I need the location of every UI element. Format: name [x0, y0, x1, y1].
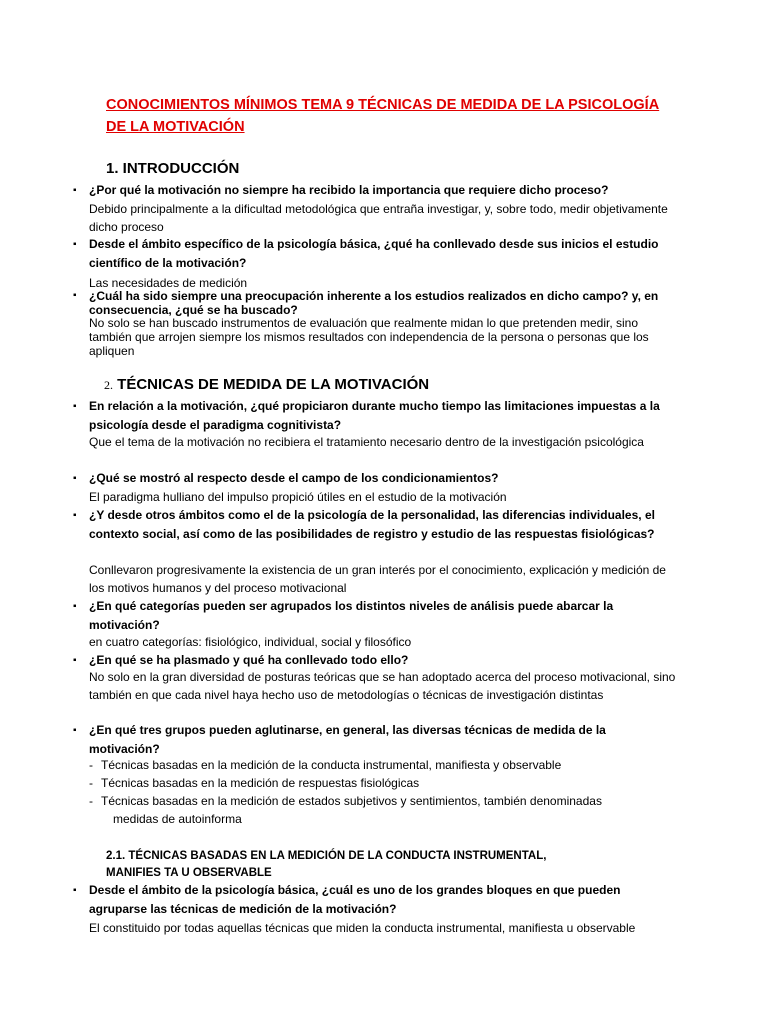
question-2-4: [73, 597, 679, 635]
list-item-1: [89, 756, 679, 774]
question-2-2: [73, 469, 679, 488]
question-text: ¿En qué se ha plasmado y qué ha conllevado todo ello?: [89, 653, 409, 667]
bullet-icon: ▪: [73, 239, 77, 250]
question-text: ¿En qué tres grupos pueden aglutinarse, en general, las diversas técnicas de medida de la motivación?: [89, 723, 606, 756]
bullet-icon: ▪: [73, 655, 77, 666]
bullet-icon: ▪: [73, 885, 77, 896]
dash-icon: -: [89, 758, 93, 772]
question-text: Desde el ámbito específico de la psicología básica, ¿qué ha conllevado desde sus inicios el estudio científico de la motivación?: [89, 237, 659, 270]
question-text: En relación a la motivación, ¿qué propiciaron durante mucho tiempo las limitaciones impuestas a la psicología desde el paradigma cognitivista?: [89, 399, 660, 432]
question-text: ¿Cuál ha sido siempre una preocupación inherente a los estudios realizados en dicho campo? y, en consecuencia, ¿qué se ha buscado?: [89, 289, 659, 317]
answer-2-4: en cuatro categorías: fisiológico, individual, social y filosófico: [89, 635, 412, 649]
bullet-icon: ▪: [73, 473, 77, 484]
subsection-heading: [106, 848, 626, 882]
list-item-3: [89, 792, 679, 826]
answer-1-2: Las necesidades de medición: [89, 276, 248, 290]
bullet-icon: ▪: [73, 510, 77, 521]
answer-2-3: Conllevaron progresivamente la existencia de un gran interés por el conocimiento, explicación y medición de los motivos humanos y del proceso motivacional: [89, 563, 666, 595]
bullet-icon: ▪: [73, 290, 77, 301]
bullet-icon: ▪: [73, 401, 77, 412]
bullet-icon: ▪: [73, 601, 77, 612]
dash-icon: -: [89, 794, 93, 808]
answer-1-3: No solo se han buscado instrumentos de evaluación que realmente midan lo que pretenden medir, sino también que arrojen siempre los mismos resultados con independencia de la persona o personas que los apliquen: [89, 316, 649, 358]
answer-2-1-1: El constituido por todas aquellas técnicas que miden la conducta instrumental, manifiesta u observable: [89, 921, 636, 935]
bullet-icon: ▪: [73, 185, 77, 196]
section-heading-tecnicas: [104, 376, 429, 393]
section-number: 2.: [104, 378, 113, 392]
question-2-1-1: [73, 881, 679, 919]
subsection-number: 2.1.: [106, 850, 126, 862]
list-item-text: Técnicas basadas en la medición de estados subjetivos y sentimientos, también denominadas: [101, 794, 602, 808]
dash-icon: -: [89, 776, 93, 790]
question-text: Desde el ámbito de la psicología básica, ¿cuál es uno de los grandes bloques en que pueden agruparse las técnicas de medición de la motivación?: [89, 883, 621, 916]
question-text: ¿En qué categorías pueden ser agrupados los distintos niveles de análisis puede abarcar la motivación?: [89, 599, 614, 632]
subsection-heading-line1: TÉCNICAS BASADAS EN LA MEDICIÓN DE LA CONDUCTA INSTRUMENTAL,: [128, 850, 547, 862]
question-text: ¿Y desde otros ámbitos como el de la psicología de la personalidad, las diferencias individuales, el contexto social, así como de las posibilidades de registro y estudio de las respuestas fisiológicas?: [89, 508, 655, 541]
bullet-icon: ▪: [73, 725, 77, 736]
answer-2-2: El paradigma hulliano del impulso propició útiles en el estudio de la motivación: [89, 490, 507, 504]
question-text: ¿Por qué la motivación no siempre ha recibido la importancia que requiere dicho proceso?: [89, 183, 609, 197]
document-title: CONOCIMIENTOS MÍNIMOS TEMA 9 TÉCNICAS DE MEDIDA DE LA PSICOLOGÍA DE LA MOTIVACIÓN: [106, 97, 660, 135]
list-item-2: [89, 774, 679, 792]
question-1-1: [73, 181, 679, 200]
question-text: ¿Qué se mostró al respecto desde el campo de los condicionamientos?: [89, 471, 499, 485]
answer-1-1: Debido principalmente a la dificultad metodológica que entraña investigar, y, sobre todo, medir objetivamente dicho proceso: [89, 202, 668, 234]
answer-2-1: Que el tema de la motivación no recibiera el tratamiento necesario dentro de la investigación psicológica: [89, 435, 644, 449]
answer-2-5: No solo en la gran diversidad de posturas teóricas que se han adoptado acerca del proceso motivacional, sino también en que cada nivel haya hecho uso de metodologías o técnicas de investigación distintas: [89, 670, 676, 702]
section-heading-introduccion: 1. INTRODUCCIÓN: [106, 160, 240, 177]
question-2-1: [73, 397, 679, 435]
question-1-2: [73, 235, 679, 273]
list-item-text: Técnicas basadas en la medición de la conducta instrumental, manifiesta y observable: [101, 758, 562, 772]
list-item-text: Técnicas basadas en la medición de respuestas fisiológicas: [101, 776, 420, 790]
question-1-3: [73, 289, 679, 317]
section-heading-text: TÉCNICAS DE MEDIDA DE LA MOTIVACIÓN: [117, 376, 430, 393]
list-item-continuation: medidas de autoinforma: [113, 812, 242, 826]
question-2-3: [73, 506, 679, 544]
question-2-6: [73, 721, 679, 759]
subsection-heading-line2: MANIFIES TA U OBSERVABLE: [106, 867, 272, 879]
